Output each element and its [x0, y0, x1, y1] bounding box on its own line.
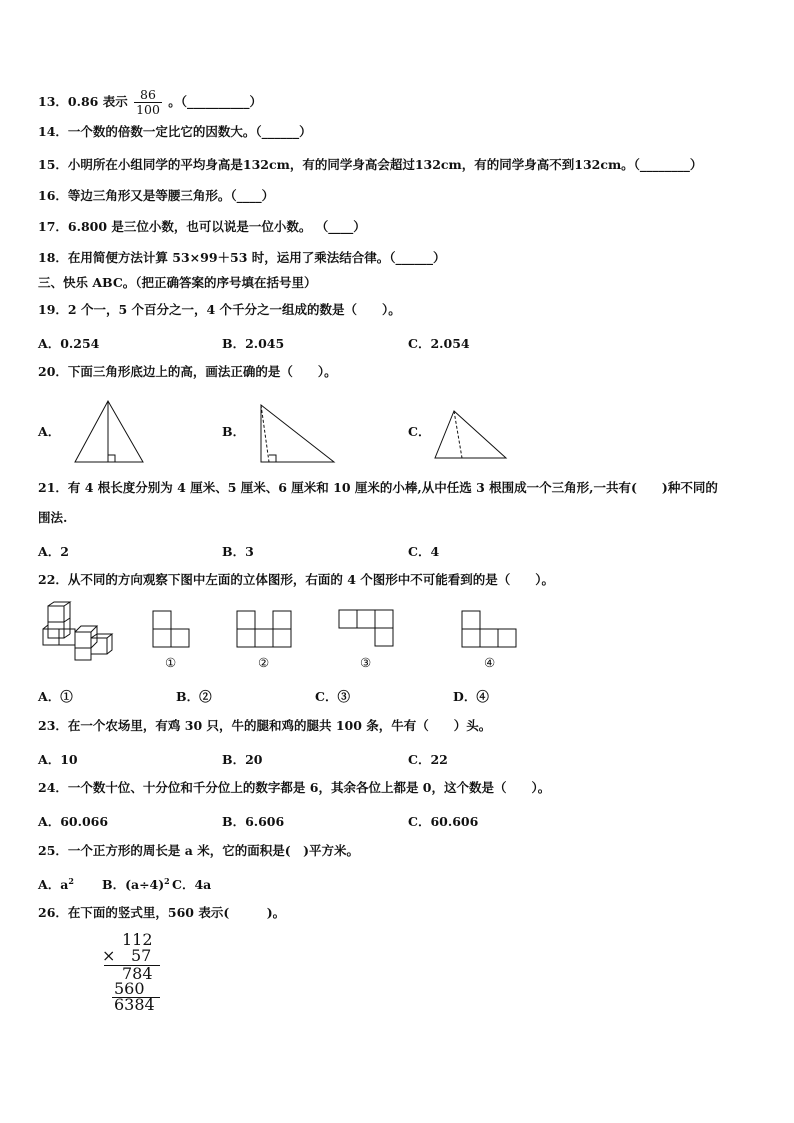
question-24-stem: 24．一个数十位、十分位和千分位上的数字都是 6，其余各位上都是 0，这个数是（ ）。 — [38, 780, 551, 795]
vm-row-1: 112 — [122, 930, 153, 949]
question-26-stem: 26．在下面的竖式里，560 表示( )。 — [38, 905, 286, 920]
q21-option-c[interactable]: C．4 — [408, 544, 440, 559]
q19-option-c[interactable]: C．2.054 — [408, 336, 470, 351]
q21-option-a[interactable]: A．2 — [38, 544, 69, 559]
view-figure-3 — [338, 609, 398, 649]
q13-fraction-denominator: 100 — [136, 102, 160, 117]
section-3-heading: 三、快乐 ABC。（把正确答案的序号填在括号里） — [38, 275, 317, 290]
question-21-stem-line2: 围法. — [38, 510, 68, 525]
question-17: 17．6.800 是三位小数，也可以说是一位小数。 （____） — [38, 219, 366, 234]
view-label-4: ④ — [484, 655, 496, 670]
q25-option-b[interactable] — [102, 875, 170, 893]
view-label-1: ① — [165, 655, 177, 670]
q13-blank: 。（__________） — [168, 94, 263, 109]
triangle-b-figure — [256, 402, 346, 466]
q25-option-a-text: A．a — [38, 877, 69, 892]
triangle-c-figure — [432, 408, 512, 464]
q21-option-b[interactable]: B．3 — [222, 544, 254, 559]
q19-option-b[interactable]: B．2.045 — [222, 336, 285, 351]
question-20-stem: 20．下面三角形底边上的高，画法正确的是（ ）。 — [38, 364, 337, 379]
q24-option-a[interactable]: A．60.066 — [38, 814, 109, 829]
vm-row-2: 57 — [131, 946, 152, 965]
vm-row-5: 6384 — [114, 995, 155, 1014]
view-figure-2 — [236, 610, 296, 650]
solid-figure-cubes — [40, 602, 112, 662]
question-14: 14．一个数的倍数一定比它的因数大。（______） — [38, 124, 312, 139]
q23-option-c[interactable]: C．22 — [408, 752, 448, 767]
q13-fraction-numerator: 86 — [134, 88, 162, 103]
q20-option-a[interactable]: A． — [38, 424, 61, 439]
q20-option-c[interactable]: C． — [408, 424, 431, 439]
q25-option-a-exponent: 2 — [68, 875, 74, 886]
view-label-3: ③ — [360, 655, 372, 670]
q22-option-b[interactable]: B．② — [176, 689, 212, 704]
view-figure-4 — [461, 610, 521, 650]
q13-stem: 13．0.86 表示 — [38, 94, 128, 109]
q22-option-a[interactable]: A．① — [38, 689, 73, 704]
question-13 — [38, 88, 262, 117]
q20-option-b[interactable]: B． — [222, 424, 246, 439]
q22-option-d[interactable]: D．④ — [453, 689, 489, 704]
vm-row-4: 560 — [114, 979, 145, 998]
view-figure-1 — [152, 610, 192, 650]
question-25-stem: 25．一个正方形的周长是 a 米，它的面积是( )平方米。 — [38, 843, 360, 858]
q25-option-b-exponent: 2 — [164, 875, 170, 886]
vm-row-3: 784 — [122, 964, 153, 983]
q25-option-c[interactable]: C．4a — [172, 877, 212, 892]
q23-option-a[interactable]: A．10 — [38, 752, 78, 767]
vertical-multiplication — [100, 930, 170, 1020]
question-23-stem: 23．在一个农场里，有鸡 30 只，牛的腿和鸡的腿共 100 条，牛有（ ）头。 — [38, 718, 492, 733]
q13-fraction — [134, 88, 162, 117]
question-22-stem: 22．从不同的方向观察下图中左面的立体图形，右面的 4 个图形中不可能看到的是（ ）。 — [38, 572, 555, 587]
question-15: 15．小明所在小组同学的平均身高是132cm，有的同学身高会超过132cm，有的同学身高不到132cm。（________） — [38, 157, 703, 172]
q22-option-c[interactable]: C．③ — [315, 689, 350, 704]
q24-option-b[interactable]: B．6.606 — [222, 814, 285, 829]
q23-option-b[interactable]: B．20 — [222, 752, 263, 767]
vm-times-sign: × — [102, 946, 116, 965]
q24-option-c[interactable]: C．60.606 — [408, 814, 479, 829]
question-19-stem: 19．2 个一，5 个百分之一，4 个千分之一组成的数是（ ）。 — [38, 302, 401, 317]
question-18: 18．在用简便方法计算 53×99＋53 时，运用了乘法结合律。（______） — [38, 250, 446, 265]
q25-option-a[interactable] — [38, 875, 74, 893]
q25-option-b-text: B．(a÷4) — [102, 877, 165, 892]
question-21-stem-line1: 21．有 4 根长度分别为 4 厘米、5 厘米、6 厘米和 10 厘米的小棒,从中任选 3 根围成一个三角形,一共有( )种不同的 — [38, 480, 718, 495]
triangle-a-figure — [70, 398, 150, 468]
question-16: 16．等边三角形又是等腰三角形。（____） — [38, 188, 275, 203]
q19-option-a[interactable]: A．0.254 — [38, 336, 100, 351]
view-label-2: ② — [258, 655, 270, 670]
